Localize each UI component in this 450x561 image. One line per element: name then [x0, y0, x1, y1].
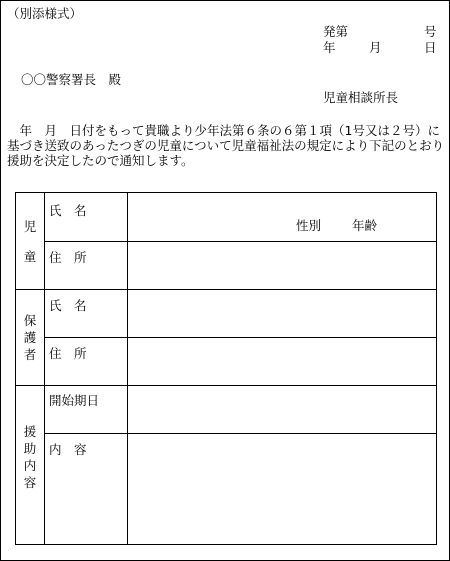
table-rule	[127, 193, 128, 545]
section-support-char: 援	[23, 424, 37, 439]
section-support-char: 内	[23, 458, 37, 473]
section-support-char: 容	[23, 475, 37, 490]
table-rule	[44, 241, 437, 242]
sex-label: 性別	[296, 218, 322, 233]
form-title: （別添様式）	[7, 6, 83, 21]
section-support-char: 助	[23, 441, 37, 456]
table-rule	[16, 289, 437, 290]
addressee: 〇〇警察署長 殿	[21, 72, 122, 87]
date-year-label: 年	[323, 40, 336, 55]
table-rule	[44, 433, 437, 434]
notice-table	[15, 192, 437, 545]
date-month-label: 月	[369, 40, 382, 55]
child-name-label: 氏 名	[49, 203, 87, 218]
guardian-name-label: 氏 名	[49, 298, 87, 313]
child-address-label: 住 所	[49, 250, 87, 265]
section-guardian-char: 者	[23, 347, 37, 362]
age-label: 年齢	[352, 218, 378, 233]
issue-number-label: 発第	[323, 24, 349, 39]
guardian-address-label: 住 所	[49, 346, 87, 361]
sender: 児童相談所長	[323, 90, 399, 105]
section-child-char: 児	[23, 219, 37, 234]
table-rule	[44, 337, 437, 338]
date-day-label: 日	[424, 40, 437, 55]
start-date-label: 開始期日	[49, 393, 100, 408]
section-child-char: 童	[23, 249, 37, 264]
support-content-label: 内 容	[49, 442, 87, 457]
table-rule	[16, 385, 437, 386]
body-paragraph: 年 月 日付をもって貴職より少年法第６条の６第１項（1号又は２号）に基づき送致のあったつぎの児童について児童福祉法の規定により下記のとおり援助を決定したので通知します。	[7, 123, 445, 168]
section-guardian-char: 護	[23, 330, 37, 345]
section-guardian-char: 保	[23, 313, 37, 328]
issue-number-suffix: 号	[424, 24, 437, 39]
table-rule	[44, 193, 45, 545]
